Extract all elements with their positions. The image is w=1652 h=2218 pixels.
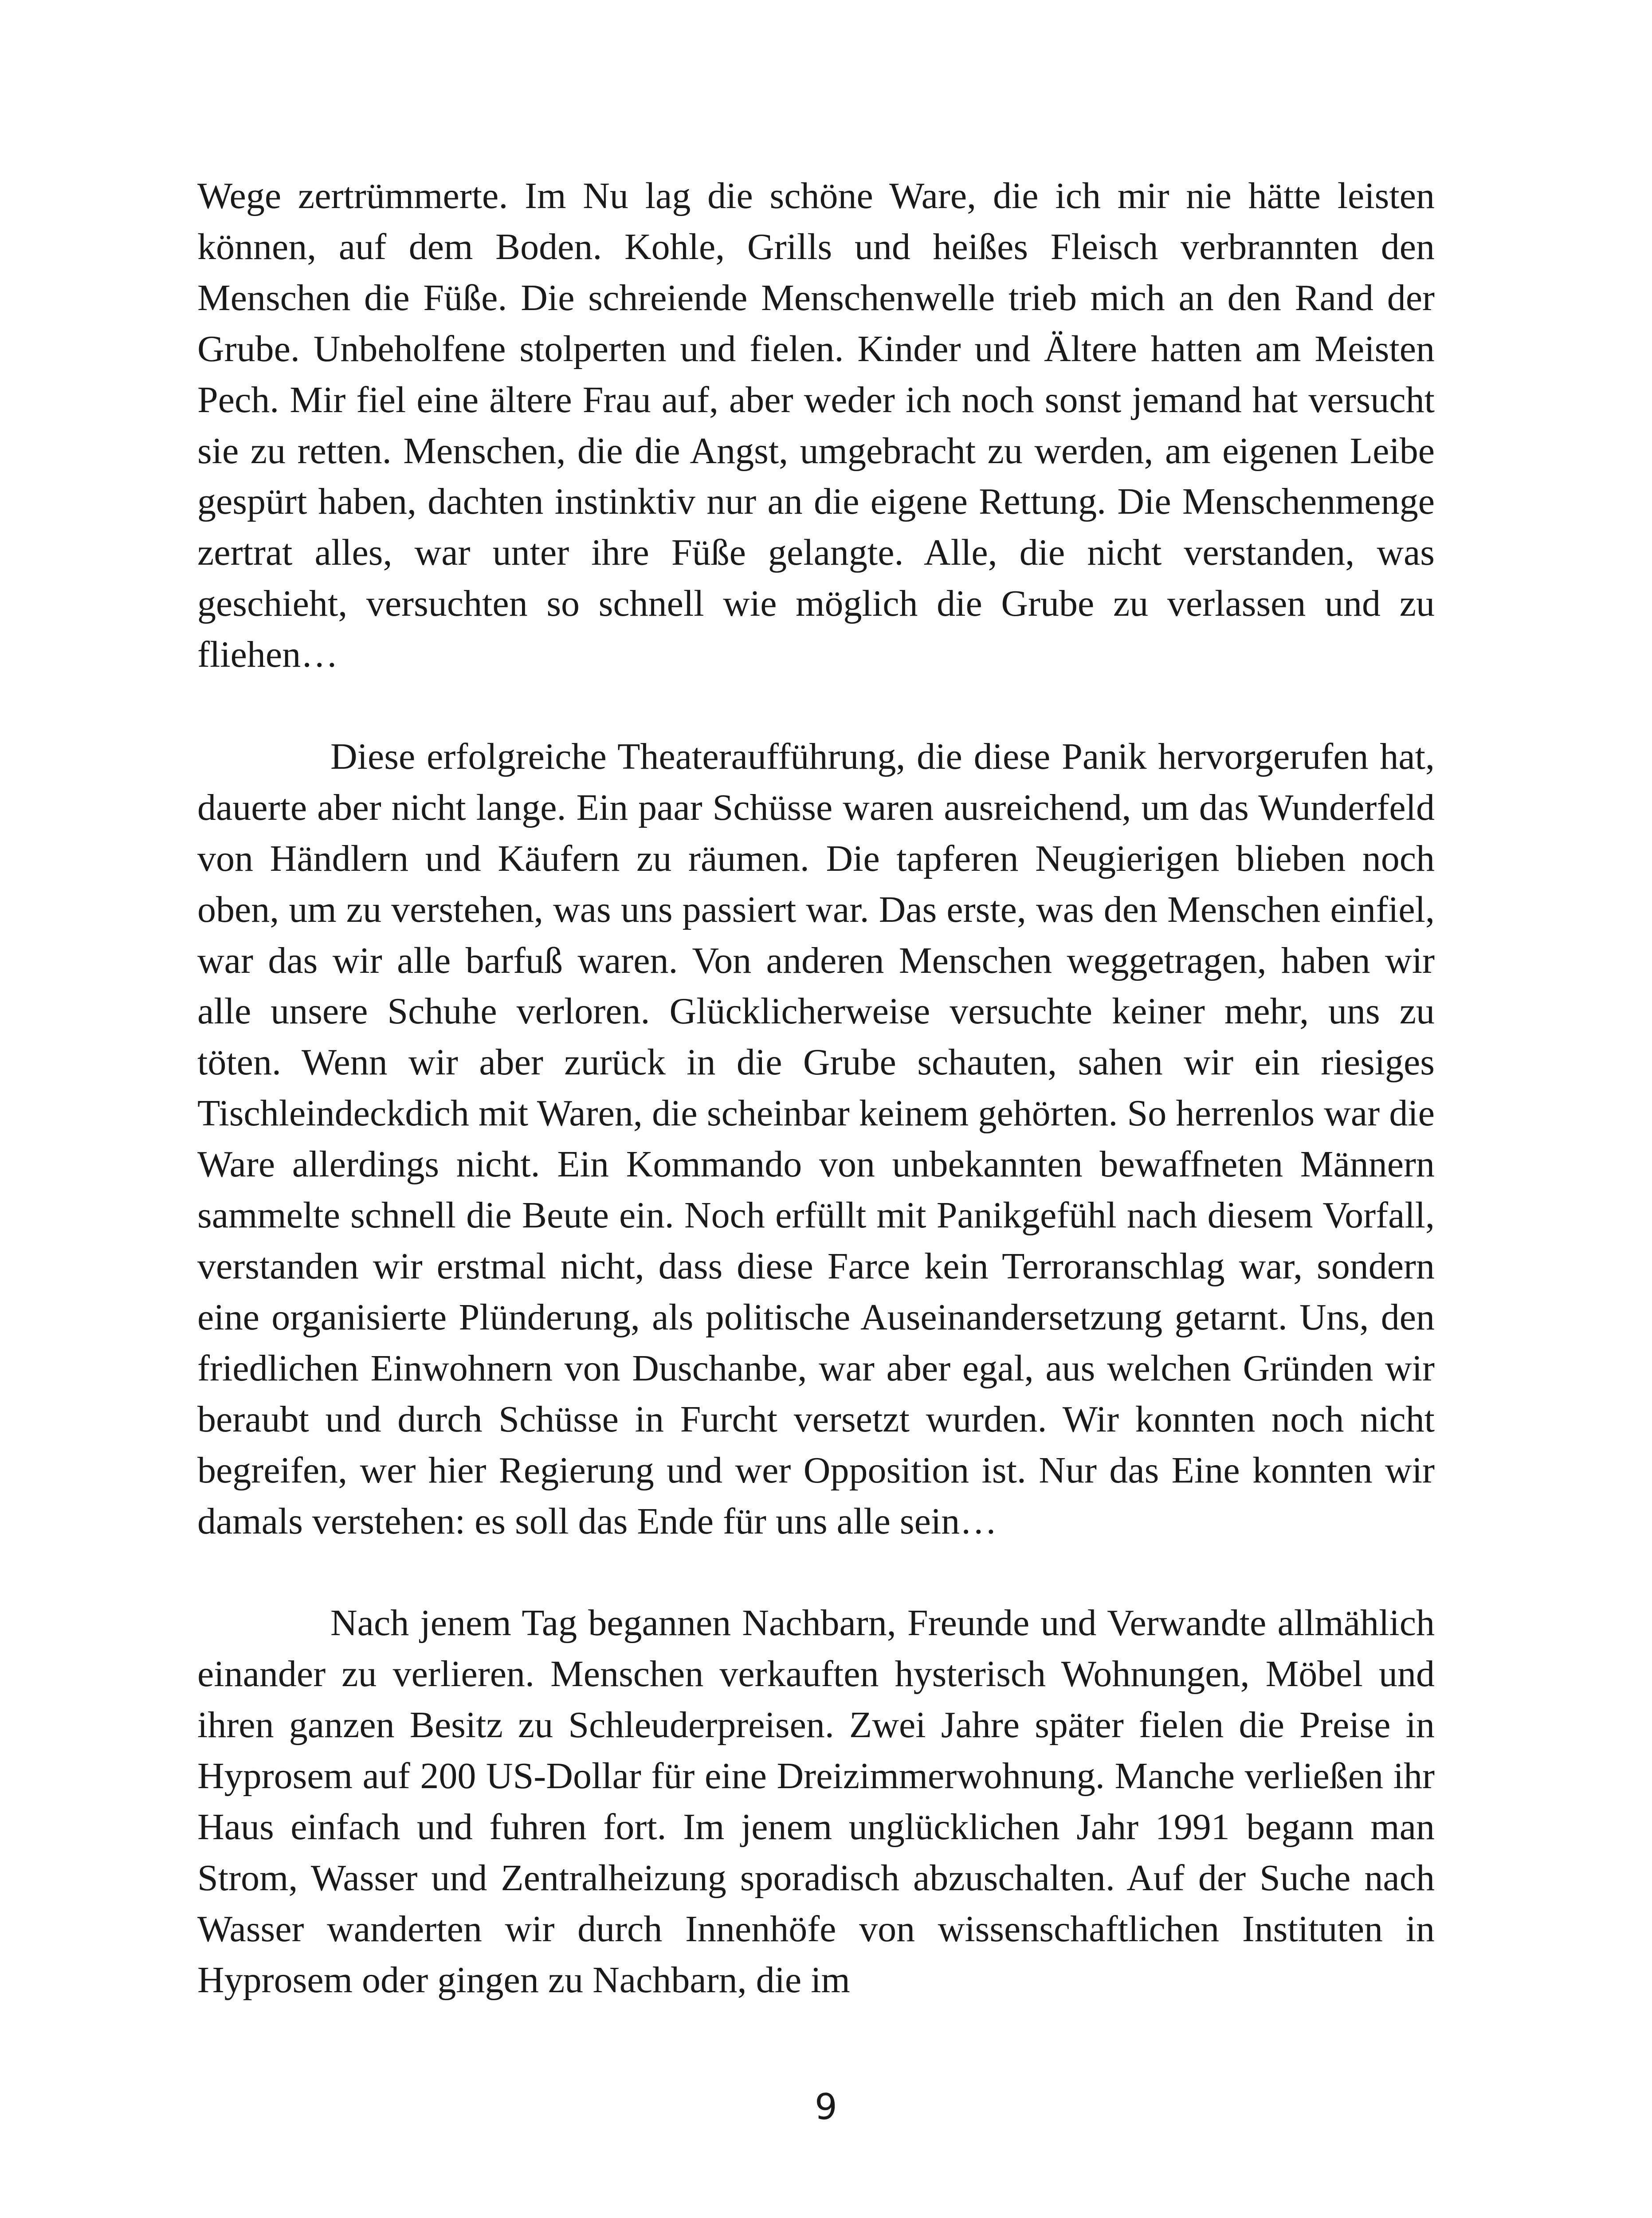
paragraph-1: Wege zertrümmerte. Im Nu lag die schöne Ware, die ich mir nie hätte leisten können, auf dem Boden. Kohle, Grills und heißes Fleisch verbrannten den Menschen die Füße. Die schreiende Menschenwelle trieb mich an den Rand der Grube. Unbeholfene stolperten und fielen. Kinder und Ältere hatten am Meisten Pech. Mir fiel eine ältere Frau auf, aber weder ich noch sonst jemand hat versucht sie zu retten. Menschen, die die Angst, umgebracht zu werden, am eigenen Leibe gespürt haben, dachten instinktiv nur an die eigene Rettung. Die Menschenmenge zertrat alles, war unter ihre Füße gelangte. Alle, die nicht verstanden, was geschieht, versuchten so schnell wie möglich die Grube zu verlassen und zu fliehen…: [197, 175, 1435, 676]
body-text: [197, 171, 1435, 2006]
paragraph-2: Diese erfolgreiche Theateraufführung, die diese Panik hervorgerufen hat, dauerte aber nicht lange. Ein paar Schüsse waren ausreichend, um das Wunderfeld von Händlern und Käufern zu räumen. Die tapferen Neugierigen blieben noch oben, um zu verstehen, was uns passiert war. Das erste, was den Menschen einfiel, war das wir alle barfuß waren. Von anderen Menschen weggetragen, haben wir alle unsere Schuhe verloren. Glücklicherweise versuchte keiner mehr, uns zu töten. Wenn wir aber zurück in die Grube schauten, sahen wir ein riesiges Tischleindeckdich mit Waren, die scheinbar keinem gehörten. So herrenlos war die Ware allerdings nicht. Ein Kommando von unbekannten bewaffneten Männern sammelte schnell die Beute ein. Noch erfüllt mit Panikgefühl nach diesem Vorfall, verstanden wir erstmal nicht, dass diese Farce kein Terroranschlag war, sondern eine organisierte Plünderung, als politische Auseinandersetzung getarnt. Uns, den friedlichen Einwohnern von Duschanbe, war aber egal, aus welchen Gründen wir beraubt und durch Schüsse in Furcht versetzt wurden. Wir konnten noch nicht begreifen, wer hier Regierung und wer Opposition ist. Nur das Eine konnten wir damals verstehen: es soll das Ende für uns alle sein…: [197, 735, 1435, 1542]
paragraph-3: Nach jenem Tag begannen Nachbarn, Freunde und Verwandte allmählich einander zu verlieren. Menschen verkauften hysterisch Wohnungen, Möbel und ihren ganzen Besitz zu Schleuderpreisen. Zwei Jahre später fielen die Preise in Hyprosem auf 200 US-Dollar für eine Dreizimmerwohnung. Manche verließen ihr Haus einfach und fuhren fort. Im jenem unglücklichen Jahr 1991 begann man Strom, Wasser und Zentralheizung sporadisch abzuschalten. Auf der Suche nach Wasser wanderten wir durch Innenhöfe von wissenschaftlichen Instituten in Hyprosem oder gingen zu Nachbarn, die im: [197, 1602, 1435, 2001]
page-number: 9: [815, 2086, 837, 2128]
